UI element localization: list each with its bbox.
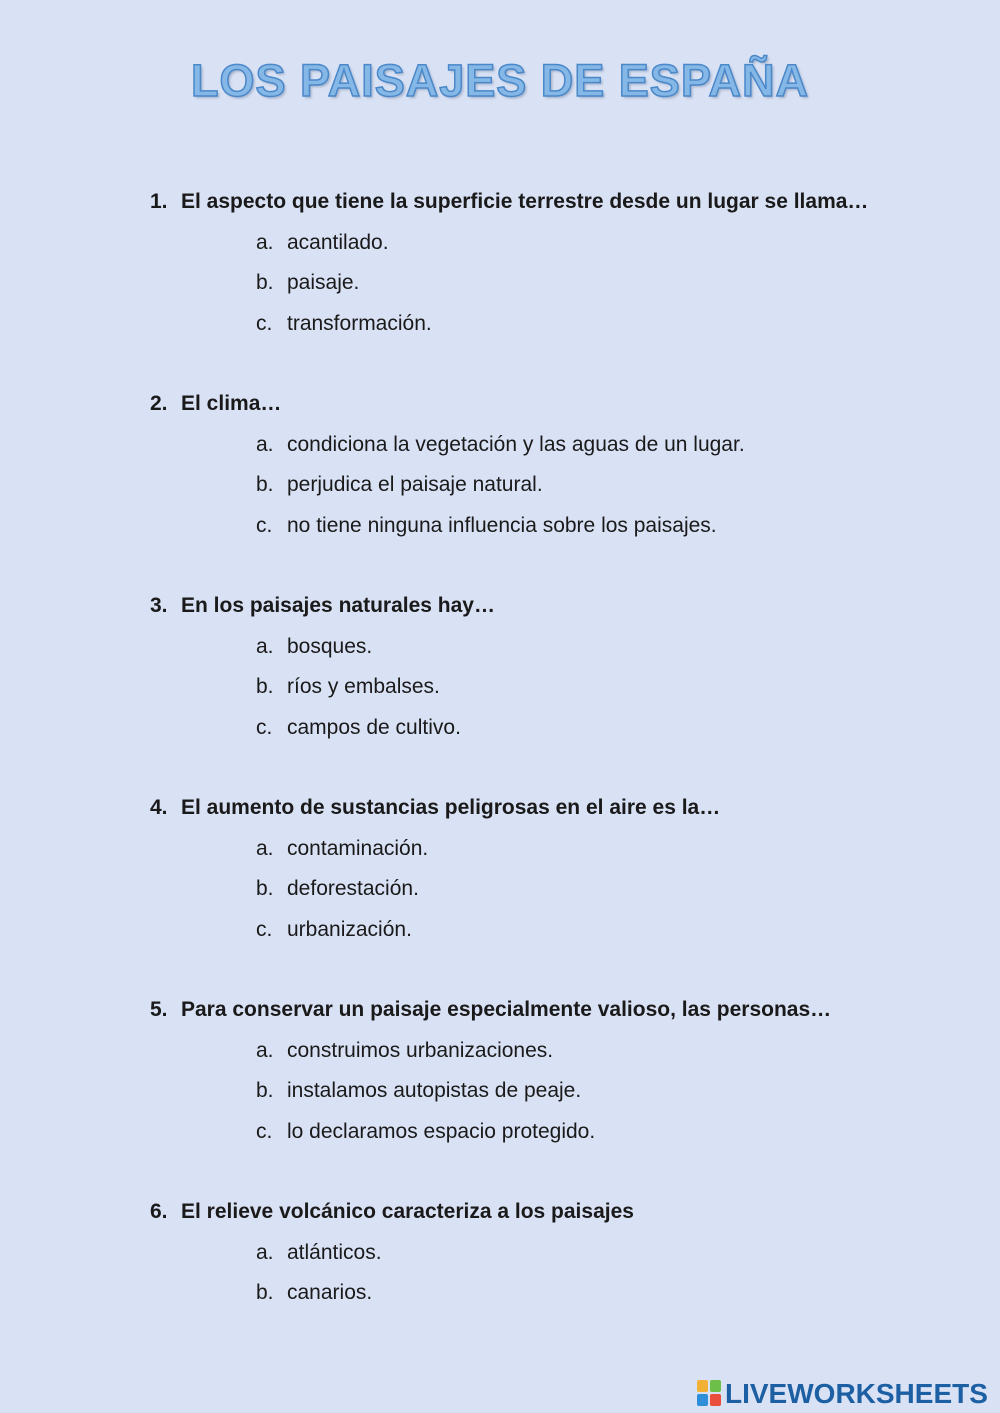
answer-option[interactable] — [150, 1071, 880, 1112]
answer-option[interactable] — [150, 1112, 880, 1153]
option-text: bosques. — [287, 634, 373, 658]
option-letter: c. — [256, 715, 273, 739]
answer-option[interactable] — [150, 869, 880, 910]
logo-square — [697, 1380, 708, 1392]
option-letter: a. — [256, 836, 274, 860]
option-text: paisaje. — [287, 271, 360, 294]
option-letter: c. — [256, 1119, 273, 1143]
option-text: lo declaramos espacio protegido. — [287, 1119, 596, 1143]
option-letter: a. — [256, 1240, 274, 1264]
option-letter: a. — [256, 230, 274, 254]
page-title: LOS PAISAJES DE ESPAÑA — [191, 55, 809, 106]
logo-square — [697, 1394, 708, 1406]
answer-options — [150, 1031, 880, 1153]
question-body: El relieve volcánico caracteriza a los paisajes — [181, 1200, 634, 1223]
option-letter: b. — [256, 271, 274, 294]
question-body: El clima… — [181, 392, 282, 415]
option-text: perjudica el paisaje natural. — [287, 473, 543, 496]
question-text — [150, 182, 880, 223]
option-letter: c. — [256, 513, 273, 537]
logo-square — [710, 1394, 721, 1406]
option-text: ríos y embalses. — [287, 675, 440, 698]
option-text: contaminación. — [287, 836, 429, 860]
answer-option[interactable] — [150, 829, 880, 870]
option-text: campos de cultivo. — [287, 715, 461, 739]
option-text: instalamos autopistas de peaje. — [287, 1079, 582, 1102]
question-1 — [150, 182, 880, 344]
question-number: 3. — [150, 594, 168, 617]
answer-option[interactable] — [150, 506, 880, 547]
answer-options — [150, 829, 880, 951]
answer-option[interactable] — [150, 425, 880, 466]
option-text: condiciona la vegetación y las aguas de un lugar. — [287, 432, 745, 456]
option-letter: a. — [256, 1038, 274, 1062]
liveworksheets-logo[interactable] — [697, 1376, 988, 1412]
option-letter: b. — [256, 473, 274, 496]
option-text: acantilado. — [287, 230, 389, 254]
question-4 — [150, 788, 880, 950]
answer-option[interactable] — [150, 223, 880, 264]
question-5 — [150, 990, 880, 1152]
option-letter: b. — [256, 1079, 274, 1102]
option-letter: b. — [256, 1281, 274, 1304]
question-number: 5. — [150, 998, 168, 1021]
answer-option[interactable] — [150, 263, 880, 304]
question-text — [150, 586, 880, 627]
question-number: 2. — [150, 392, 168, 415]
option-letter: a. — [256, 432, 274, 456]
answer-options — [150, 223, 880, 345]
question-body: En los paisajes naturales hay… — [181, 594, 495, 617]
option-text: no tiene ninguna influencia sobre los paisajes. — [287, 513, 717, 537]
answer-options — [150, 1233, 880, 1314]
answer-options — [150, 425, 880, 547]
answer-options — [150, 627, 880, 749]
question-body: El aumento de sustancias peligrosas en el aire es la… — [181, 796, 721, 819]
question-number: 6. — [150, 1200, 168, 1223]
question-text — [150, 1192, 880, 1233]
logo-square — [710, 1380, 721, 1392]
question-body: Para conservar un paisaje especialmente valioso, las personas… — [181, 998, 832, 1021]
option-text: atlánticos. — [287, 1240, 382, 1264]
question-number: 1. — [150, 190, 168, 213]
question-text — [150, 384, 880, 425]
option-letter: c. — [256, 917, 273, 941]
answer-option[interactable] — [150, 1273, 880, 1314]
option-text: urbanización. — [287, 917, 412, 941]
answer-option[interactable] — [150, 708, 880, 749]
option-text: transformación. — [287, 311, 432, 335]
question-body: El aspecto que tiene la superficie terrestre desde un lugar se llama… — [181, 190, 869, 213]
question-2 — [150, 384, 880, 546]
option-text: construimos urbanizaciones. — [287, 1038, 554, 1062]
question-text — [150, 788, 880, 829]
answer-option[interactable] — [150, 910, 880, 951]
question-number: 4. — [150, 796, 168, 819]
option-letter: a. — [256, 634, 274, 658]
question-text — [150, 990, 880, 1031]
option-letter: c. — [256, 311, 273, 335]
answer-option[interactable] — [150, 465, 880, 506]
option-letter: b. — [256, 877, 274, 900]
quiz-list — [150, 182, 880, 1354]
option-text: deforestación. — [287, 877, 419, 900]
option-letter: b. — [256, 675, 274, 698]
option-text: canarios. — [287, 1281, 373, 1304]
question-3 — [150, 586, 880, 748]
answer-option[interactable] — [150, 1233, 880, 1274]
answer-option[interactable] — [150, 667, 880, 708]
logo-icon — [697, 1380, 723, 1408]
answer-option[interactable] — [150, 304, 880, 345]
question-6 — [150, 1192, 880, 1314]
logo-text: LIVEWORKSHEETS — [725, 1378, 988, 1409]
answer-option[interactable] — [150, 627, 880, 668]
answer-option[interactable] — [150, 1031, 880, 1072]
